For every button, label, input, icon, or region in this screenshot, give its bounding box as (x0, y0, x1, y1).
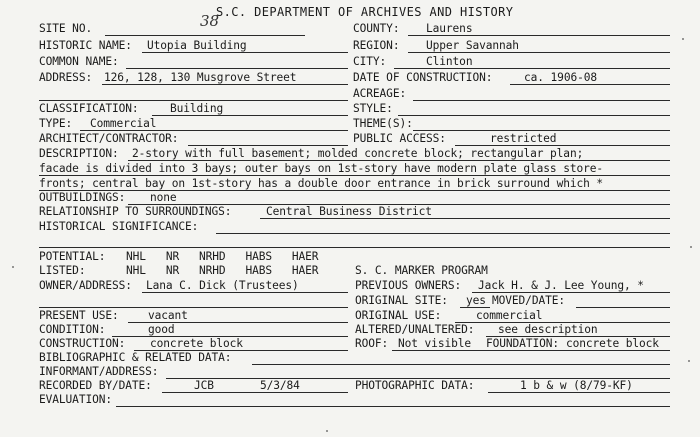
classification-line (152, 115, 348, 116)
construction-label: CONSTRUCTION: (39, 337, 126, 350)
roof-label: ROOF: (355, 337, 389, 350)
city-line (394, 68, 670, 69)
moved-date-label: MOVED/DATE: (492, 294, 565, 307)
significance-label: HISTORICAL SIGNIFICANCE: (39, 220, 199, 233)
relationship-value: Central Business District (266, 205, 432, 218)
address-line (102, 84, 348, 85)
theme-label: THEME(S): (353, 117, 413, 130)
form-title: S.C. DEPARTMENT OF ARCHIVES AND HISTORY (216, 5, 514, 19)
original-site-line (460, 307, 490, 308)
public-access-line (455, 145, 670, 146)
condition-label: CONDITION: (39, 323, 106, 336)
scan-speck (12, 266, 14, 268)
region-label: REGION: (353, 39, 400, 52)
listed-label: LISTED: (39, 264, 86, 277)
date-of-construction-line (510, 84, 670, 85)
present-use-label: PRESENT USE: (39, 309, 119, 322)
architect-label: ARCHITECT/CONTRACTOR: (39, 132, 179, 145)
foundation-label: FOUNDATION: (486, 337, 559, 350)
region-line (408, 52, 670, 53)
potential-options: NHL NR NRHD HABS HAER (126, 250, 319, 263)
historic-name-line (142, 52, 348, 53)
classification-label: CLASSIFICATION: (39, 102, 139, 115)
relationship-line (260, 218, 670, 219)
bibliographic-label: BIBLIOGRAPHIC & RELATED DATA: (39, 351, 232, 364)
type-line (80, 130, 348, 131)
bibliographic-line (252, 364, 670, 365)
scan-speck (688, 360, 690, 362)
region-value: Upper Savannah (426, 39, 519, 52)
moved-date-line (576, 307, 670, 308)
recorded-line (162, 392, 348, 393)
original-use-value: commercial (476, 309, 543, 322)
previous-owners-value: Jack H. & J. Lee Young, * (478, 279, 644, 292)
recorded-date: 5/3/84 (260, 379, 300, 392)
photographic-label: PHOTOGRAPHIC DATA: (355, 379, 475, 392)
previous-owners-label: PREVIOUS OWNERS: (355, 279, 462, 292)
public-access-value: restricted (490, 132, 557, 145)
city-label: CITY: (353, 55, 387, 68)
scan-speck (326, 430, 328, 432)
acreage-label: ACREAGE: (353, 87, 407, 100)
evaluation-label: EVALUATION: (39, 393, 112, 406)
relationship-label: RELATIONSHIP TO SURROUNDINGS: (39, 205, 232, 218)
altered-value: see description (498, 323, 598, 336)
acreage-line (413, 100, 670, 101)
theme-line (413, 130, 670, 131)
altered-label: ALTERED/UNALTERED: (355, 323, 475, 336)
roof-foundation-line (392, 350, 670, 351)
evaluation-line (116, 406, 670, 407)
owner-value: Lana C. Dick (Trustees) (146, 279, 299, 292)
historic-name-value: Utopia Building (147, 39, 247, 52)
construction-value: concrete block (150, 337, 243, 350)
description-rule-2 (39, 175, 670, 176)
site-no-label: SITE NO. (39, 22, 93, 35)
owner-section-rule (39, 307, 348, 308)
date-of-construction-label: DATE OF CONSTRUCTION: (353, 71, 493, 84)
description-line-1: 2-story with full basement; molded concrete block; rectangular plan; (132, 147, 584, 160)
type-value: Commercial (90, 117, 157, 130)
original-use-label: ORIGINAL USE: (355, 309, 442, 322)
public-access-label: PUBLIC ACCESS: (353, 132, 446, 145)
marker-label: S. C. MARKER PROGRAM (355, 264, 488, 277)
address-label: ADDRESS: (39, 71, 93, 84)
informant-label: INFORMANT/ADDRESS: (39, 365, 159, 378)
common-name-label: COMMON NAME: (39, 55, 119, 68)
site-no-line (105, 35, 305, 36)
county-value: Laurens (426, 22, 473, 35)
classification-value: Building (170, 102, 224, 115)
style-line (398, 115, 670, 116)
outbuildings-value: none (150, 191, 177, 204)
description-line-2: facade is divided into 3 bays; outer bays on 1st-story have modern plate glass store- (39, 162, 604, 175)
architect-line (188, 145, 348, 146)
date-of-construction-value: ca. 1906-08 (524, 71, 597, 84)
description-line-3: fronts; central bay on 1st-story has a double door entrance in brick surround which * (39, 177, 604, 190)
outbuildings-label: OUTBUILDINGS: (39, 191, 126, 204)
photographic-value: 1 b & w (8/79-KF) (520, 379, 633, 392)
description-label: DESCRIPTION: (39, 147, 119, 160)
scan-speck (690, 246, 692, 248)
style-label: STYLE: (353, 102, 393, 115)
original-site-label: ORIGINAL SITE: (355, 294, 448, 307)
listed-options: NHL NR NRHD HABS HAER (126, 264, 319, 277)
description-rule-1 (128, 160, 670, 161)
potential-label: POTENTIAL: (39, 250, 106, 263)
common-name-line (126, 68, 348, 69)
condition-value: good (148, 323, 175, 336)
site-no-value: 38 (200, 12, 220, 30)
scan-speck (682, 38, 684, 40)
significance-line (216, 233, 670, 234)
type-label: TYPE: (39, 117, 73, 130)
recorded-label: RECORDED BY/DATE: (39, 379, 152, 392)
recorded-initials: JCB (194, 379, 214, 392)
previous-owners-line (472, 292, 670, 293)
address-value: 126, 128, 130 Musgrove Street (104, 71, 297, 84)
county-label: COUNTY: (353, 22, 400, 35)
county-line (408, 35, 670, 36)
separator-line (39, 100, 348, 101)
historic-name-label: HISTORIC NAME: (39, 39, 132, 52)
owner-label: OWNER/ADDRESS: (39, 279, 132, 292)
owner-line (142, 292, 348, 293)
photographic-line (488, 392, 670, 393)
city-value: Clinton (426, 55, 473, 68)
original-site-value: yes (466, 294, 486, 307)
roof-value: Not visible (398, 337, 471, 350)
present-use-value: vacant (148, 309, 188, 322)
significance-line-2 (39, 247, 670, 248)
foundation-value: concrete block (566, 337, 659, 350)
description-rule-3 (39, 190, 670, 191)
